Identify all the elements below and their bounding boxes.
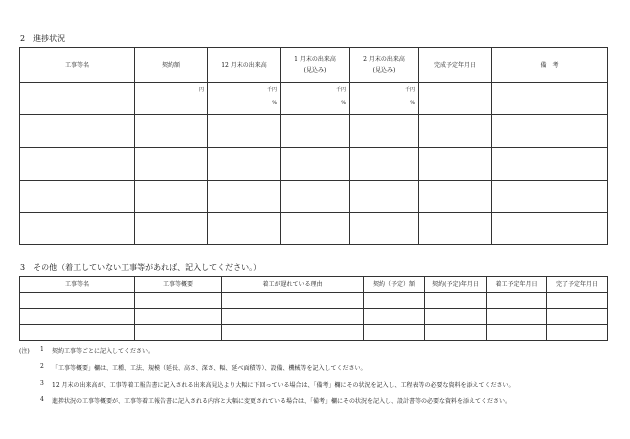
cell-contract-date[interactable] xyxy=(425,309,487,325)
progress-row xyxy=(20,181,608,213)
cell-work-overview[interactable] xyxy=(135,293,222,309)
note-text: 「工事等概要」欄は、工種、工法、規模（延長、高さ、深さ、幅、延べ面積等）、設備、機械等を記入してください。 xyxy=(52,365,367,372)
cell-finish-date[interactable] xyxy=(547,325,608,341)
header-work-name: 工事等名 xyxy=(20,48,135,83)
cell-work-overview[interactable] xyxy=(135,309,222,325)
cell-feb-output[interactable] xyxy=(350,181,419,213)
header-dec-output: 12 月末の出来高 xyxy=(208,48,281,83)
unit-percent: % xyxy=(272,100,277,106)
cell-dec-output[interactable] xyxy=(208,115,281,148)
cell-feb-output[interactable] xyxy=(350,83,419,115)
cell-work-name[interactable] xyxy=(20,115,135,148)
other-works-table xyxy=(19,276,608,341)
progress-row xyxy=(20,213,608,245)
cell-planned-contract-amount[interactable] xyxy=(364,325,425,341)
cell-feb-output[interactable] xyxy=(350,213,419,245)
other-row xyxy=(20,293,608,309)
cell-delay-reason[interactable] xyxy=(222,293,364,309)
unit-thousand-yen: 千円 xyxy=(266,87,277,93)
progress-row xyxy=(20,148,608,181)
unit-percent: % xyxy=(410,100,415,106)
note-number: 4 xyxy=(40,396,44,403)
cell-jan-output[interactable] xyxy=(281,83,350,115)
cell-jan-output[interactable] xyxy=(281,181,350,213)
cell-jan-output[interactable] xyxy=(281,115,350,148)
note-number: 3 xyxy=(40,380,44,387)
header-start-date: 着工予定年月日 xyxy=(487,277,547,293)
progress-header-row xyxy=(20,48,608,83)
section2-title: 2 進捗状況 xyxy=(20,34,66,43)
other-row xyxy=(20,325,608,341)
note-number: 2 xyxy=(40,363,44,370)
unit-thousand-yen: 千円 xyxy=(335,87,346,93)
header-work-overview: 工事等概要 xyxy=(135,277,222,293)
header-finish-date: 完了予定年月日 xyxy=(547,277,608,293)
cell-jan-output[interactable] xyxy=(281,213,350,245)
cell-completion-date[interactable] xyxy=(419,181,492,213)
note-number: 1 xyxy=(40,346,44,353)
cell-remarks[interactable] xyxy=(492,181,608,213)
header-delay-reason: 着工が遅れている理由 xyxy=(222,277,364,293)
cell-contract-amount[interactable] xyxy=(135,148,208,181)
header-feb-line1: 2 月末の出来高 xyxy=(363,56,405,63)
header-work-name: 工事等名 xyxy=(20,277,135,293)
cell-work-overview[interactable] xyxy=(135,325,222,341)
cell-planned-contract-amount[interactable] xyxy=(364,293,425,309)
cell-completion-date[interactable] xyxy=(419,213,492,245)
note-text: 進捗状況の工事等概要が、工事等着工報告書に記入される内容と大幅に変更されている場合は、「備考」欄にその状況を記入し、設計書等の必要な資料を添えてください。 xyxy=(52,398,512,405)
cell-feb-output[interactable] xyxy=(350,115,419,148)
cell-finish-date[interactable] xyxy=(547,293,608,309)
cell-completion-date[interactable] xyxy=(419,148,492,181)
cell-work-name[interactable] xyxy=(20,83,135,115)
unit-percent: % xyxy=(341,100,346,106)
cell-contract-date[interactable] xyxy=(425,325,487,341)
section3-title: 3 その他（着工していない工事等があれば、記入してください。） xyxy=(20,263,262,272)
cell-start-date[interactable] xyxy=(487,309,547,325)
unit-thousand-yen: 千円 xyxy=(404,87,415,93)
cell-dec-output[interactable] xyxy=(208,213,281,245)
cell-planned-contract-amount[interactable] xyxy=(364,309,425,325)
progress-table xyxy=(19,47,608,245)
cell-completion-date[interactable] xyxy=(419,83,492,115)
cell-contract-amount[interactable] xyxy=(135,181,208,213)
cell-delay-reason[interactable] xyxy=(222,309,364,325)
cell-start-date[interactable] xyxy=(487,325,547,341)
cell-remarks[interactable] xyxy=(492,115,608,148)
note-text: 12 月末の出来高が、工事等着工報告書に記入される出来高見込より大幅に下回っている場合は、「備考」欄にその状況を記入し、工程表等の必要な資料を添えてください。 xyxy=(52,382,515,389)
header-remarks: 備 考 xyxy=(492,48,608,83)
cell-work-name[interactable] xyxy=(20,213,135,245)
header-feb-line2: (見込み) xyxy=(372,67,396,74)
header-feb-output xyxy=(350,48,419,83)
cell-finish-date[interactable] xyxy=(547,309,608,325)
header-jan-output xyxy=(281,48,350,83)
cell-contract-amount[interactable] xyxy=(135,213,208,245)
cell-feb-output[interactable] xyxy=(350,148,419,181)
cell-work-name[interactable] xyxy=(20,181,135,213)
progress-row xyxy=(20,83,608,115)
header-jan-line1: 1 月末の出来高 xyxy=(294,56,336,63)
cell-work-name[interactable] xyxy=(20,293,135,309)
header-contract-amount: 契約額 xyxy=(135,48,208,83)
other-row xyxy=(20,309,608,325)
cell-work-name[interactable] xyxy=(20,325,135,341)
cell-remarks[interactable] xyxy=(492,148,608,181)
cell-dec-output[interactable] xyxy=(208,83,281,115)
cell-dec-output[interactable] xyxy=(208,148,281,181)
cell-work-name[interactable] xyxy=(20,148,135,181)
cell-start-date[interactable] xyxy=(487,293,547,309)
header-completion-date: 完成予定年月日 xyxy=(419,48,492,83)
cell-delay-reason[interactable] xyxy=(222,325,364,341)
progress-row xyxy=(20,115,608,148)
header-jan-line2: (見込み) xyxy=(303,67,327,74)
notes-label: (注) xyxy=(19,348,30,355)
cell-contract-amount[interactable] xyxy=(135,83,208,115)
cell-completion-date[interactable] xyxy=(419,115,492,148)
header-planned-contract-amount: 契約（予定）額 xyxy=(364,277,425,293)
cell-contract-date[interactable] xyxy=(425,293,487,309)
unit-yen: 円 xyxy=(198,87,204,93)
cell-remarks[interactable] xyxy=(492,83,608,115)
cell-jan-output[interactable] xyxy=(281,148,350,181)
header-contract-date: 契約(予定)年月日 xyxy=(425,277,487,293)
cell-work-name[interactable] xyxy=(20,309,135,325)
note-text: 契約工事等ごとに記入してください。 xyxy=(52,348,155,355)
cell-contract-amount[interactable] xyxy=(135,115,208,148)
cell-dec-output[interactable] xyxy=(208,181,281,213)
other-header-row xyxy=(20,277,608,293)
cell-remarks[interactable] xyxy=(492,213,608,245)
